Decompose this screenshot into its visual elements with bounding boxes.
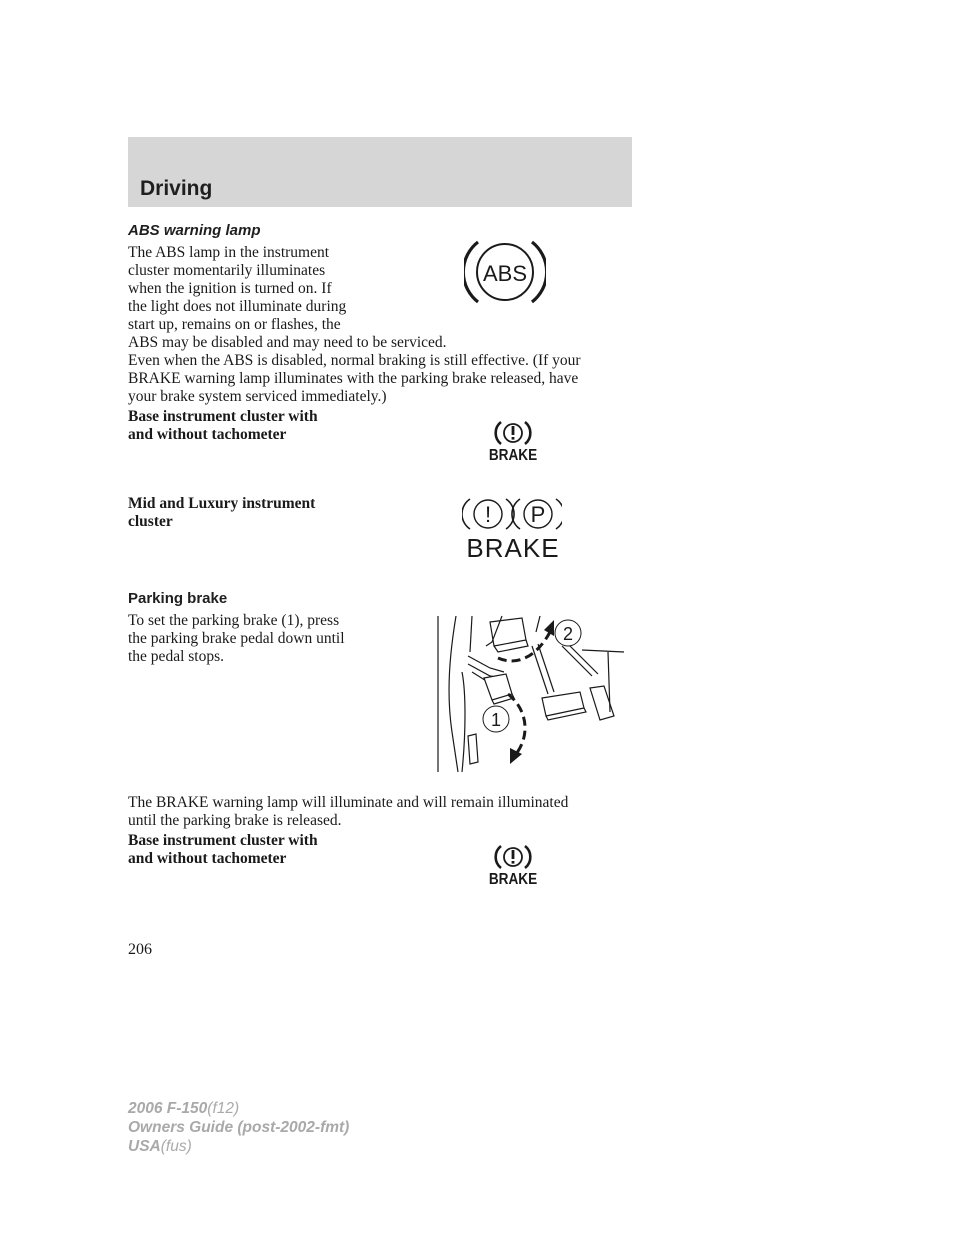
parking-brake-pedal-illustration bbox=[432, 612, 628, 776]
abs-paragraph-1: The ABS lamp in the instrument cluster momentarily illuminates when the ignition is turned on. If the light does not illuminate during start up, remains on or flashes, the ABS may be disabled and may need to be serviced. bbox=[128, 244, 447, 351]
abs-heading: ABS warning lamp bbox=[128, 222, 261, 239]
brake-exclamation-icon bbox=[493, 420, 533, 446]
footer-line-3: USA(fus) bbox=[128, 1138, 192, 1155]
exclamation-glyph: ! bbox=[484, 502, 492, 527]
footer-line-1: 2006 F-150(f12) bbox=[128, 1100, 240, 1117]
base-cluster-label-2: Base instrument cluster with and without tachometer bbox=[128, 832, 318, 867]
parking-brake-paragraph: To set the parking brake (1), press the parking brake pedal down until the pedal stops. bbox=[128, 612, 345, 665]
base-cluster-label: Base instrument cluster with and without tachometer bbox=[128, 408, 318, 443]
abs-warning-icon bbox=[464, 236, 546, 308]
parking-brake-heading: Parking brake bbox=[128, 590, 228, 607]
mid-cluster-label: Mid and Luxury instrument cluster bbox=[128, 495, 316, 530]
section-header-band bbox=[128, 137, 632, 207]
callout-1: 1 bbox=[490, 710, 502, 730]
abs-paragraph-2: Even when the ABS is disabled, normal braking is still effective. (If your BRAKE warning lamp illuminates with the parking brake released, have your brake system serviced immediately.) bbox=[128, 352, 581, 405]
callout-2: 2 bbox=[562, 624, 574, 644]
brake-lamp-text-large: BRAKE bbox=[466, 533, 560, 563]
footer-line-2: Owners Guide (post-2002-fmt) bbox=[128, 1119, 350, 1136]
document-footer bbox=[128, 1099, 349, 1156]
page-number: 206 bbox=[128, 941, 152, 958]
brake-exclamation-icon-2 bbox=[493, 844, 533, 870]
brake-lamp-note: The BRAKE warning lamp will illuminate and will remain illuminated until the parking brake is released. bbox=[128, 794, 569, 829]
brake-lamp-text: BRAKE bbox=[488, 447, 538, 464]
brake-park-icon bbox=[462, 496, 562, 532]
park-glyph: P bbox=[530, 502, 546, 527]
section-title: Driving bbox=[140, 177, 213, 200]
brake-lamp-text-2: BRAKE bbox=[488, 871, 538, 888]
abs-icon-text: ABS bbox=[482, 261, 528, 286]
